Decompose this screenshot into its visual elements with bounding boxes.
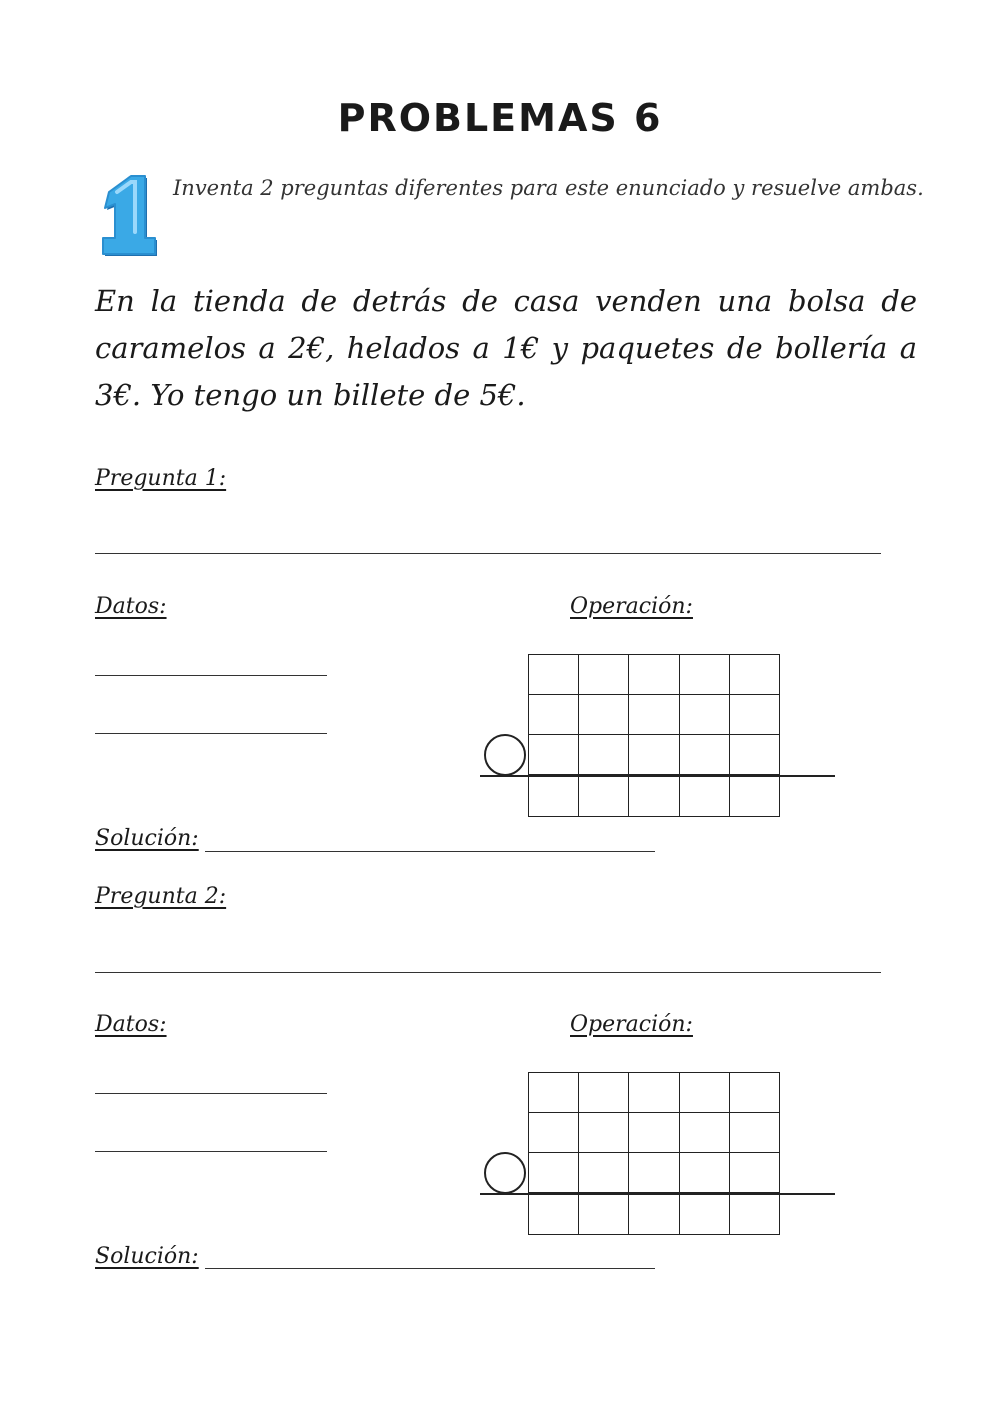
question-1-solucion-label: Solución: (95, 826, 199, 851)
question-2-line[interactable] (95, 972, 881, 973)
question-1-datos-label: Datos: (95, 594, 167, 619)
question-1-operation-grid[interactable] (480, 654, 780, 818)
question-2-datos-line-1[interactable] (95, 1093, 327, 1094)
question-2-solucion-line[interactable] (205, 1268, 655, 1269)
operation-grid-table[interactable] (528, 654, 780, 817)
operation-grid-table[interactable] (528, 1072, 780, 1235)
question-1-label: Pregunta 1: (95, 466, 227, 491)
question-1-operacion-label: Operación: (570, 594, 693, 619)
operation-result-line (480, 775, 835, 777)
question-2-operacion-label: Operación: (570, 1012, 693, 1037)
operator-circle[interactable] (484, 1152, 526, 1194)
question-1-datos-line-1[interactable] (95, 675, 327, 676)
question-2-datos-line-2[interactable] (95, 1151, 327, 1152)
question-2-operation-grid[interactable] (480, 1072, 780, 1236)
operation-result-line (480, 1193, 835, 1195)
operator-circle[interactable] (484, 734, 526, 776)
question-1-datos-line-2[interactable] (95, 733, 327, 734)
exercise-instruction: Inventa 2 preguntas diferentes para este enunciado y resuelve ambas. (173, 176, 924, 200)
question-1-line[interactable] (95, 553, 881, 554)
question-1-solucion-line[interactable] (205, 851, 655, 852)
problem-statement: En la tienda de detrás de casa venden una bolsa de caramelos a 2€, helados a 1€ y paquetes de bollería a 3€. Yo tengo un billete de 5€. (95, 284, 917, 412)
question-2-solucion-label: Solución: (95, 1244, 199, 1269)
page-title: PROBLEMAS 6 (337, 96, 663, 140)
question-2-label: Pregunta 2: (95, 884, 227, 909)
question-2-datos-label: Datos: (95, 1012, 167, 1037)
number-one-badge-icon (95, 172, 159, 258)
